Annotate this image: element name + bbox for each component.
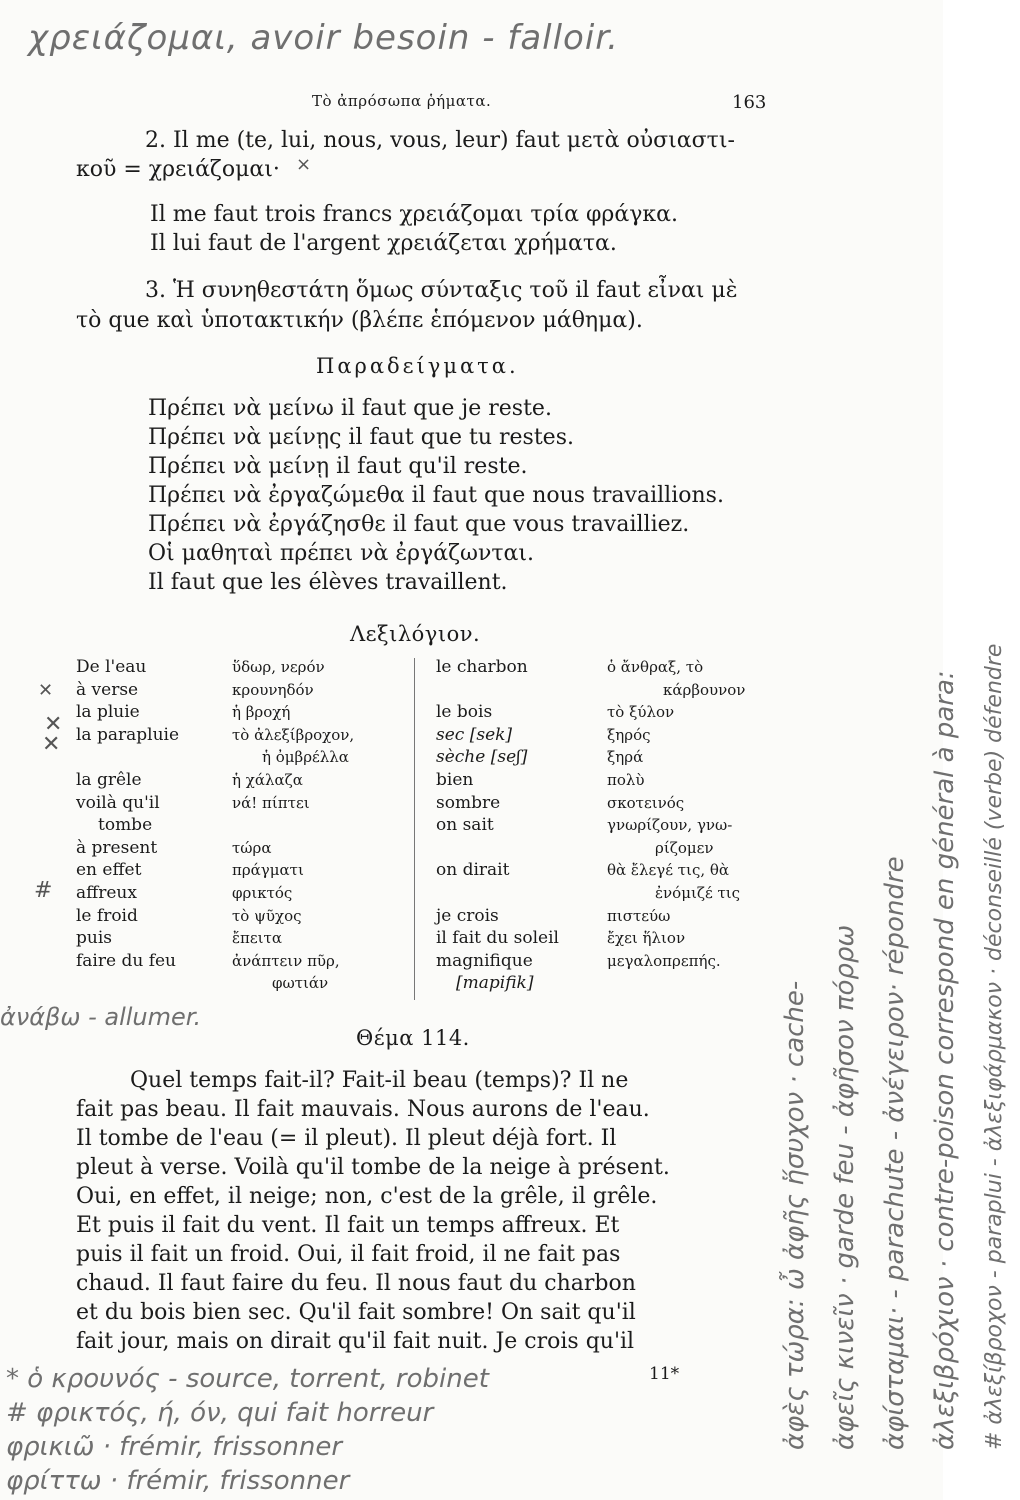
page-number: 163 — [732, 92, 767, 113]
section2-example2: Il lui faut de l'argent χρειάζεται χρήματα. — [150, 231, 617, 256]
exercise-line: chaud. Il faut faire du feu. Il nous faut du charbon — [76, 1271, 636, 1296]
lexicon-entry: en effet — [76, 860, 142, 881]
signature-mark: 11* — [649, 1364, 680, 1384]
pencil-x-mark: ✕ — [38, 680, 54, 701]
lexicon-entry: puis — [76, 928, 112, 949]
lexicon-entry: le froid — [76, 905, 138, 926]
section2-line2: κοῦ = χρειάζομαι· — [76, 157, 280, 182]
exercise-line: puis il fait un froid. Oui, il fait froid, il ne fait pas — [76, 1242, 621, 1267]
pencil-hash-mark: # — [34, 878, 53, 903]
exercise-line: fait jour, mais on dirait qu'il fait nuit. Je crois qu'il — [76, 1329, 635, 1354]
lexicon-entry: ξηρός — [607, 725, 651, 744]
lexicon-entry — [232, 814, 354, 837]
handwritten-line: ἀφίσταμαι· - parachute - ἀνέγειρον· répondre — [880, 856, 910, 1450]
lexicon-entry — [436, 837, 559, 860]
lexicon-entry: sec [sek] — [436, 724, 513, 745]
lexicon-entry — [607, 972, 745, 995]
lexicon-left-greek — [232, 656, 354, 995]
pencil-x-mark: ✕ — [42, 732, 61, 757]
section2-example1: Il me faut trois francs χρειάζομαι τρία φράγκα. — [150, 202, 678, 227]
handwritten-line: ἀφὲς τώρα: ὦ ἀφῆς ἥσυχον · cache- — [780, 980, 810, 1450]
lexicon-entry: κάρβουνον — [663, 680, 746, 699]
lexicon-entry: τώρα — [232, 838, 272, 857]
lexicon-right-greek — [607, 656, 745, 995]
lexicon-entry: πολὺ — [607, 770, 645, 789]
lexicon-left-french — [76, 656, 179, 995]
lexicon-entry — [76, 746, 179, 769]
lexicon-entry: πράγματι — [232, 861, 304, 880]
lexicon-entry: il fait du soleil — [436, 928, 559, 949]
example-line: Οἱ μαθηταὶ πρέπει νὰ ἐργάζωνται. — [148, 541, 534, 566]
lexicon-entry: γνωρίζουν, γνω- — [607, 816, 733, 835]
exercise-line: pleut à verse. Voilà qu'il tombe de la neige à présent. — [76, 1155, 670, 1180]
exercise-line: Oui, en effet, il neige; non, c'est de la grêle, il grêle. — [76, 1184, 658, 1209]
lexicon-title: Λεξιλόγιον. — [350, 622, 481, 646]
lexicon-entry: tombe — [98, 815, 153, 836]
lexicon-entry: la parapluie — [76, 724, 180, 745]
lexicon-entry: faire du feu — [76, 950, 176, 971]
exercise-line: Quel temps fait-il? Fait-il beau (temps)? Il ne — [130, 1068, 629, 1093]
lexicon-entry: κρουνηδόν — [232, 680, 314, 699]
lexicon-entry: la pluie — [76, 702, 140, 723]
example-line: Il faut que les élèves travaillent. — [148, 570, 508, 595]
handwritten-line: ἀλεξιβρόχιον · contre-poison correspond en général à para: — [930, 670, 960, 1450]
lexicon-entry: bien — [436, 769, 474, 790]
pencil-x-mark: ✕ — [44, 712, 63, 737]
lexicon-entry: je crois — [436, 905, 499, 926]
lexicon-entry: ἔπειτα — [232, 929, 282, 948]
lexicon-entry: ἡ βροχή — [232, 703, 291, 722]
section2-line1: 2. Il me (te, lui, nous, vous, leur) faut μετὰ οὐσιαστι- — [145, 128, 735, 153]
exercise-title: Θέμα 114. — [356, 1026, 470, 1050]
example-line: Πρέπει νὰ μείνῃς il faut que tu restes. — [148, 425, 574, 450]
lexicon-entry: ἡ χάλαζα — [232, 770, 303, 789]
lexicon-entry: voilà qu'il — [76, 792, 160, 813]
example-line: Πρέπει νὰ μείνῃ il faut qu'il reste. — [148, 454, 528, 479]
lexicon-entry — [436, 679, 559, 702]
handwritten-note-right — [770, 644, 1020, 1450]
lexicon-entry: [mapifik] — [456, 973, 534, 994]
lexicon-entry: ἀνάπτειν πῦρ, — [232, 951, 340, 970]
lexicon-entry: à present — [76, 837, 158, 858]
handwritten-note-top: χρειάζομαι, avoir besoin - falloir. — [28, 18, 619, 58]
lexicon-entry: affreux — [76, 882, 137, 903]
handwritten-line: # φρικτός, ή, όν, qui fait horreur — [6, 1398, 434, 1428]
lexicon-entry: ἡ ὀμβρέλλα — [262, 748, 349, 767]
lexicon-entry: ἔχει ἥλιον — [607, 929, 686, 948]
section3-line1: 3. Ἡ συνηθεστάτη ὅμως σύνταξις τοῦ il faut εἶναι μὲ — [145, 278, 738, 303]
lexicon-entry: sèche [seʃ] — [436, 747, 528, 768]
lexicon-entry: πιστεύω — [607, 906, 671, 925]
lexicon-entry: le bois — [436, 702, 493, 723]
pencil-cross-mark: × — [296, 154, 312, 175]
lexicon-entry: ρίζομεν — [655, 838, 714, 857]
exercise-line: Et puis il fait du vent. Il fait un temps affreux. Et — [76, 1213, 620, 1238]
handwritten-line: ἀφεῖς κινεῖν · garde feu - ἀφῆσον πόρρω — [830, 924, 860, 1450]
section3-line2: τὸ que καὶ ὑποτακτικήν (βλέπε ἑπόμενον μάθημα). — [76, 308, 643, 333]
lexicon-entry: φωτιάν — [272, 974, 329, 993]
lexicon-entry — [436, 882, 559, 905]
lexicon-entry: on sait — [436, 815, 494, 836]
exercise-line: fait pas beau. Il fait mauvais. Nous aurons de l'eau. — [76, 1097, 650, 1122]
running-title: Τὸ ἀπρόσωπα ῥήματα. — [312, 92, 492, 110]
lexicon-entry: θὰ ἔλεγέ τις, θὰ — [607, 861, 730, 880]
lexicon-entry: à verse — [76, 679, 139, 700]
handwritten-line: # ἀλεξίβροχον - paraplui - ἀλεξιφάρμακον · déconseillé (verbe) défendre — [982, 643, 1007, 1450]
lexicon-entry: De l'eau — [76, 657, 147, 677]
lexicon-entry: on dirait — [436, 860, 510, 881]
example-line: Πρέπει νὰ μείνω il faut que je reste. — [148, 396, 552, 421]
exercise-line: Il tombe de l'eau (= il pleut). Il pleut déjà fort. Il — [76, 1126, 617, 1151]
lexicon-entry: σκοτεινός — [607, 793, 685, 812]
example-line: Πρέπει νὰ ἐργάζησθε il faut que vous travailliez. — [148, 512, 690, 537]
lexicon-entry: le charbon — [436, 657, 528, 677]
lexicon-entry: magnifique — [436, 950, 533, 971]
lexicon-entry: νά! πίπτει — [232, 793, 310, 812]
handwritten-line: * ὁ κρουνός - source, torrent, robinet — [6, 1364, 489, 1394]
lexicon-entry: sombre — [436, 792, 501, 813]
lexicon-entry: τὸ ξύλον — [607, 703, 675, 722]
examples-title: Παραδείγματα. — [316, 354, 519, 378]
lexicon-entry: τὸ ψῦχος — [232, 906, 302, 925]
lexicon-entry: μεγαλοπρεπής. — [607, 951, 721, 970]
lexicon-entry: ὁ ἄνθραξ, τὸ — [607, 658, 704, 676]
lexicon-entry: la grêle — [76, 769, 142, 790]
handwritten-line: φρίττω · frémir, frissonner — [6, 1466, 350, 1496]
lexicon-entry: φρικτός — [232, 883, 293, 902]
handwritten-note-left: ἀνάβω - allumer. — [0, 1003, 202, 1031]
lexicon-entry: ὕδωρ, νερόν — [232, 658, 325, 676]
lexicon-entry — [76, 972, 179, 995]
lexicon-entry: ξηρά — [607, 748, 644, 767]
lexicon-entry: ἐνόμιζέ τις — [655, 883, 741, 902]
handwritten-note-bottom — [6, 1362, 489, 1498]
exercise-line: et du bois bien sec. Qu'il fait sombre! On sait qu'il — [76, 1300, 636, 1325]
handwritten-line: φρικιῶ · frémir, frissonner — [6, 1432, 343, 1462]
lexicon-entry: τὸ ἀλεξίβροχον, — [232, 725, 355, 744]
example-line: Πρέπει νὰ ἐργαζώμεθα il faut que nous travaillions. — [148, 483, 724, 508]
lexicon-right-french — [436, 656, 559, 995]
lexicon-column-rule — [414, 658, 415, 1000]
